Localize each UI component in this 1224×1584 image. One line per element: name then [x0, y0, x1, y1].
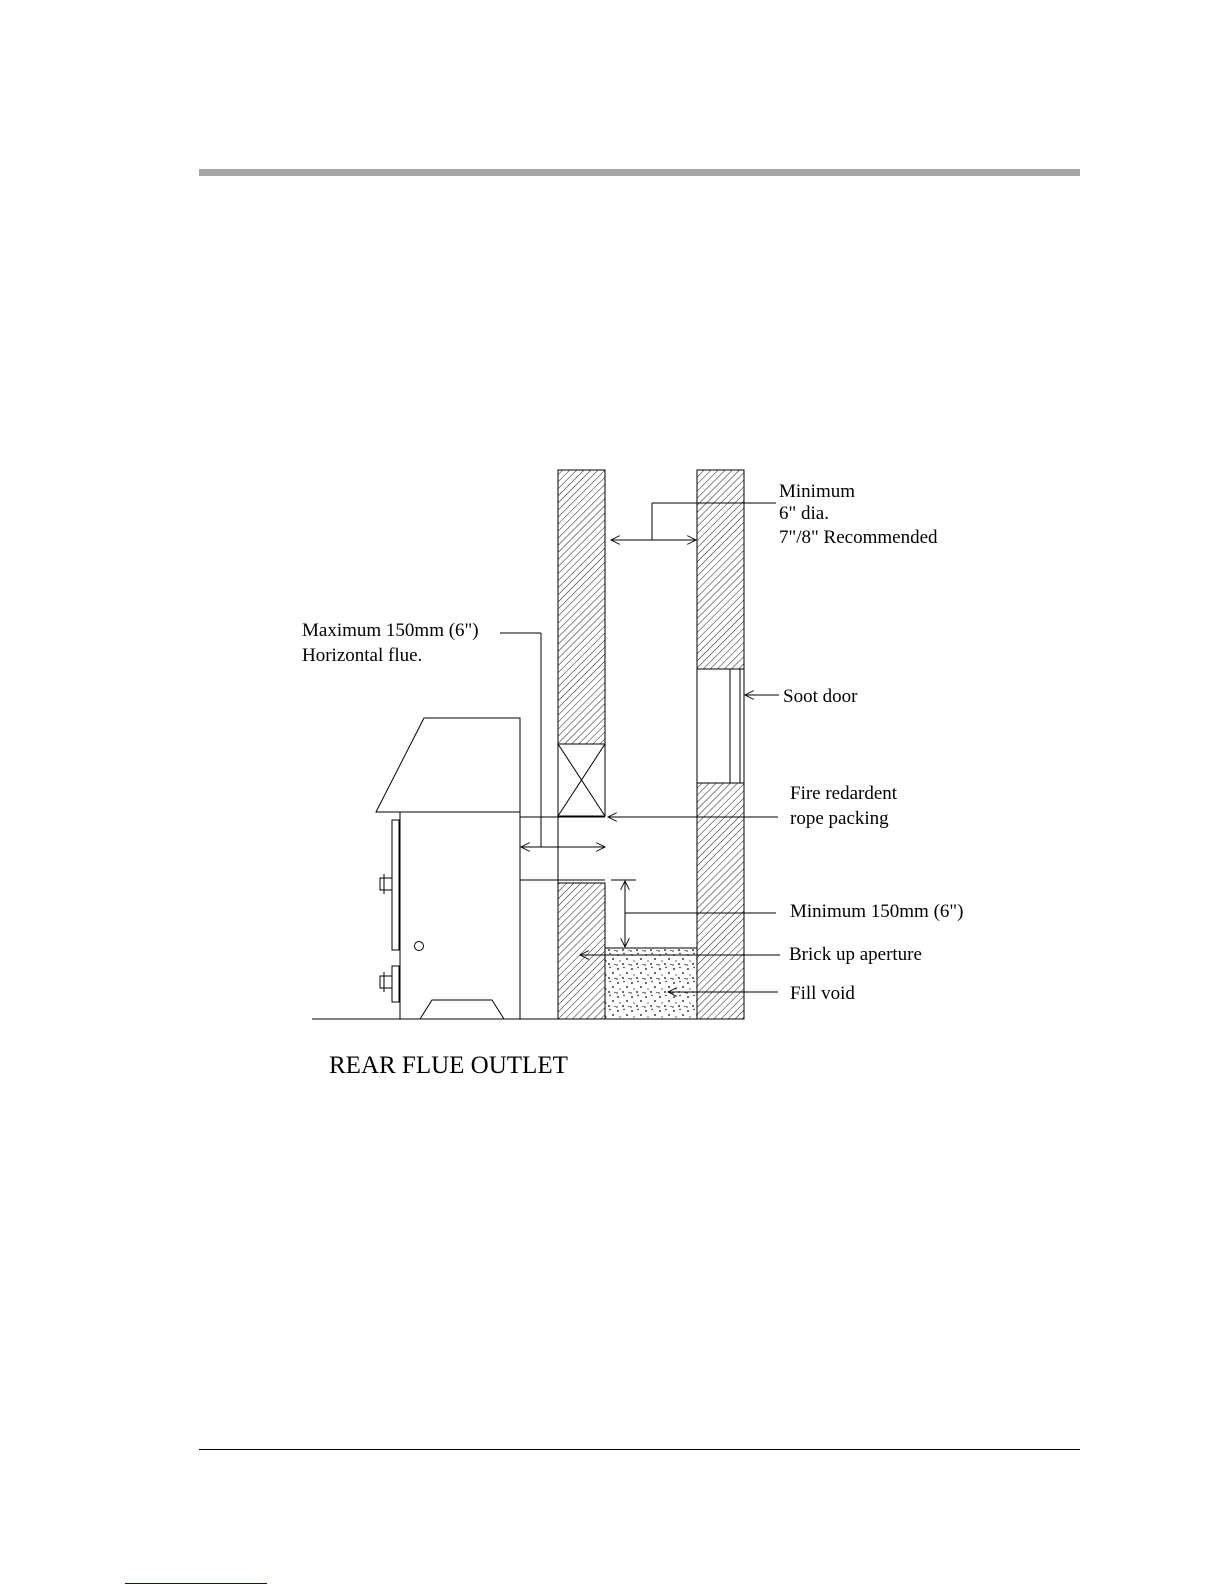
fill-void — [605, 948, 697, 1019]
flue-pipe — [520, 817, 605, 883]
stove — [376, 718, 520, 1019]
diagram-caption: REAR FLUE OUTLET — [329, 1052, 568, 1079]
label-minimum-150mm: Minimum 150mm (6") — [790, 901, 964, 922]
label-flue-dia-line1: Minimum — [779, 481, 856, 502]
label-fill-void: Fill void — [790, 983, 855, 1004]
soot-door — [697, 669, 744, 783]
label-rope-packing-line1: Fire redardent — [790, 783, 898, 804]
footer-rule — [199, 1449, 1080, 1450]
label-horizontal-flue-line1: Maximum 150mm (6") — [302, 620, 479, 641]
rope-packing-box — [558, 744, 605, 816]
label-brick-up-aperture: Brick up aperture — [789, 944, 922, 965]
label-soot-door: Soot door — [783, 686, 858, 707]
flue-diameter-dimension — [611, 503, 776, 540]
label-flue-dia-line2: 6" dia. — [779, 503, 829, 524]
label-horizontal-flue-line2: Horizontal flue. — [302, 645, 423, 666]
min-150-dimension — [611, 880, 776, 947]
label-rope-packing-line2: rope packing — [790, 808, 889, 829]
label-flue-dia-line3: 7"/8" Recommended — [779, 527, 938, 548]
